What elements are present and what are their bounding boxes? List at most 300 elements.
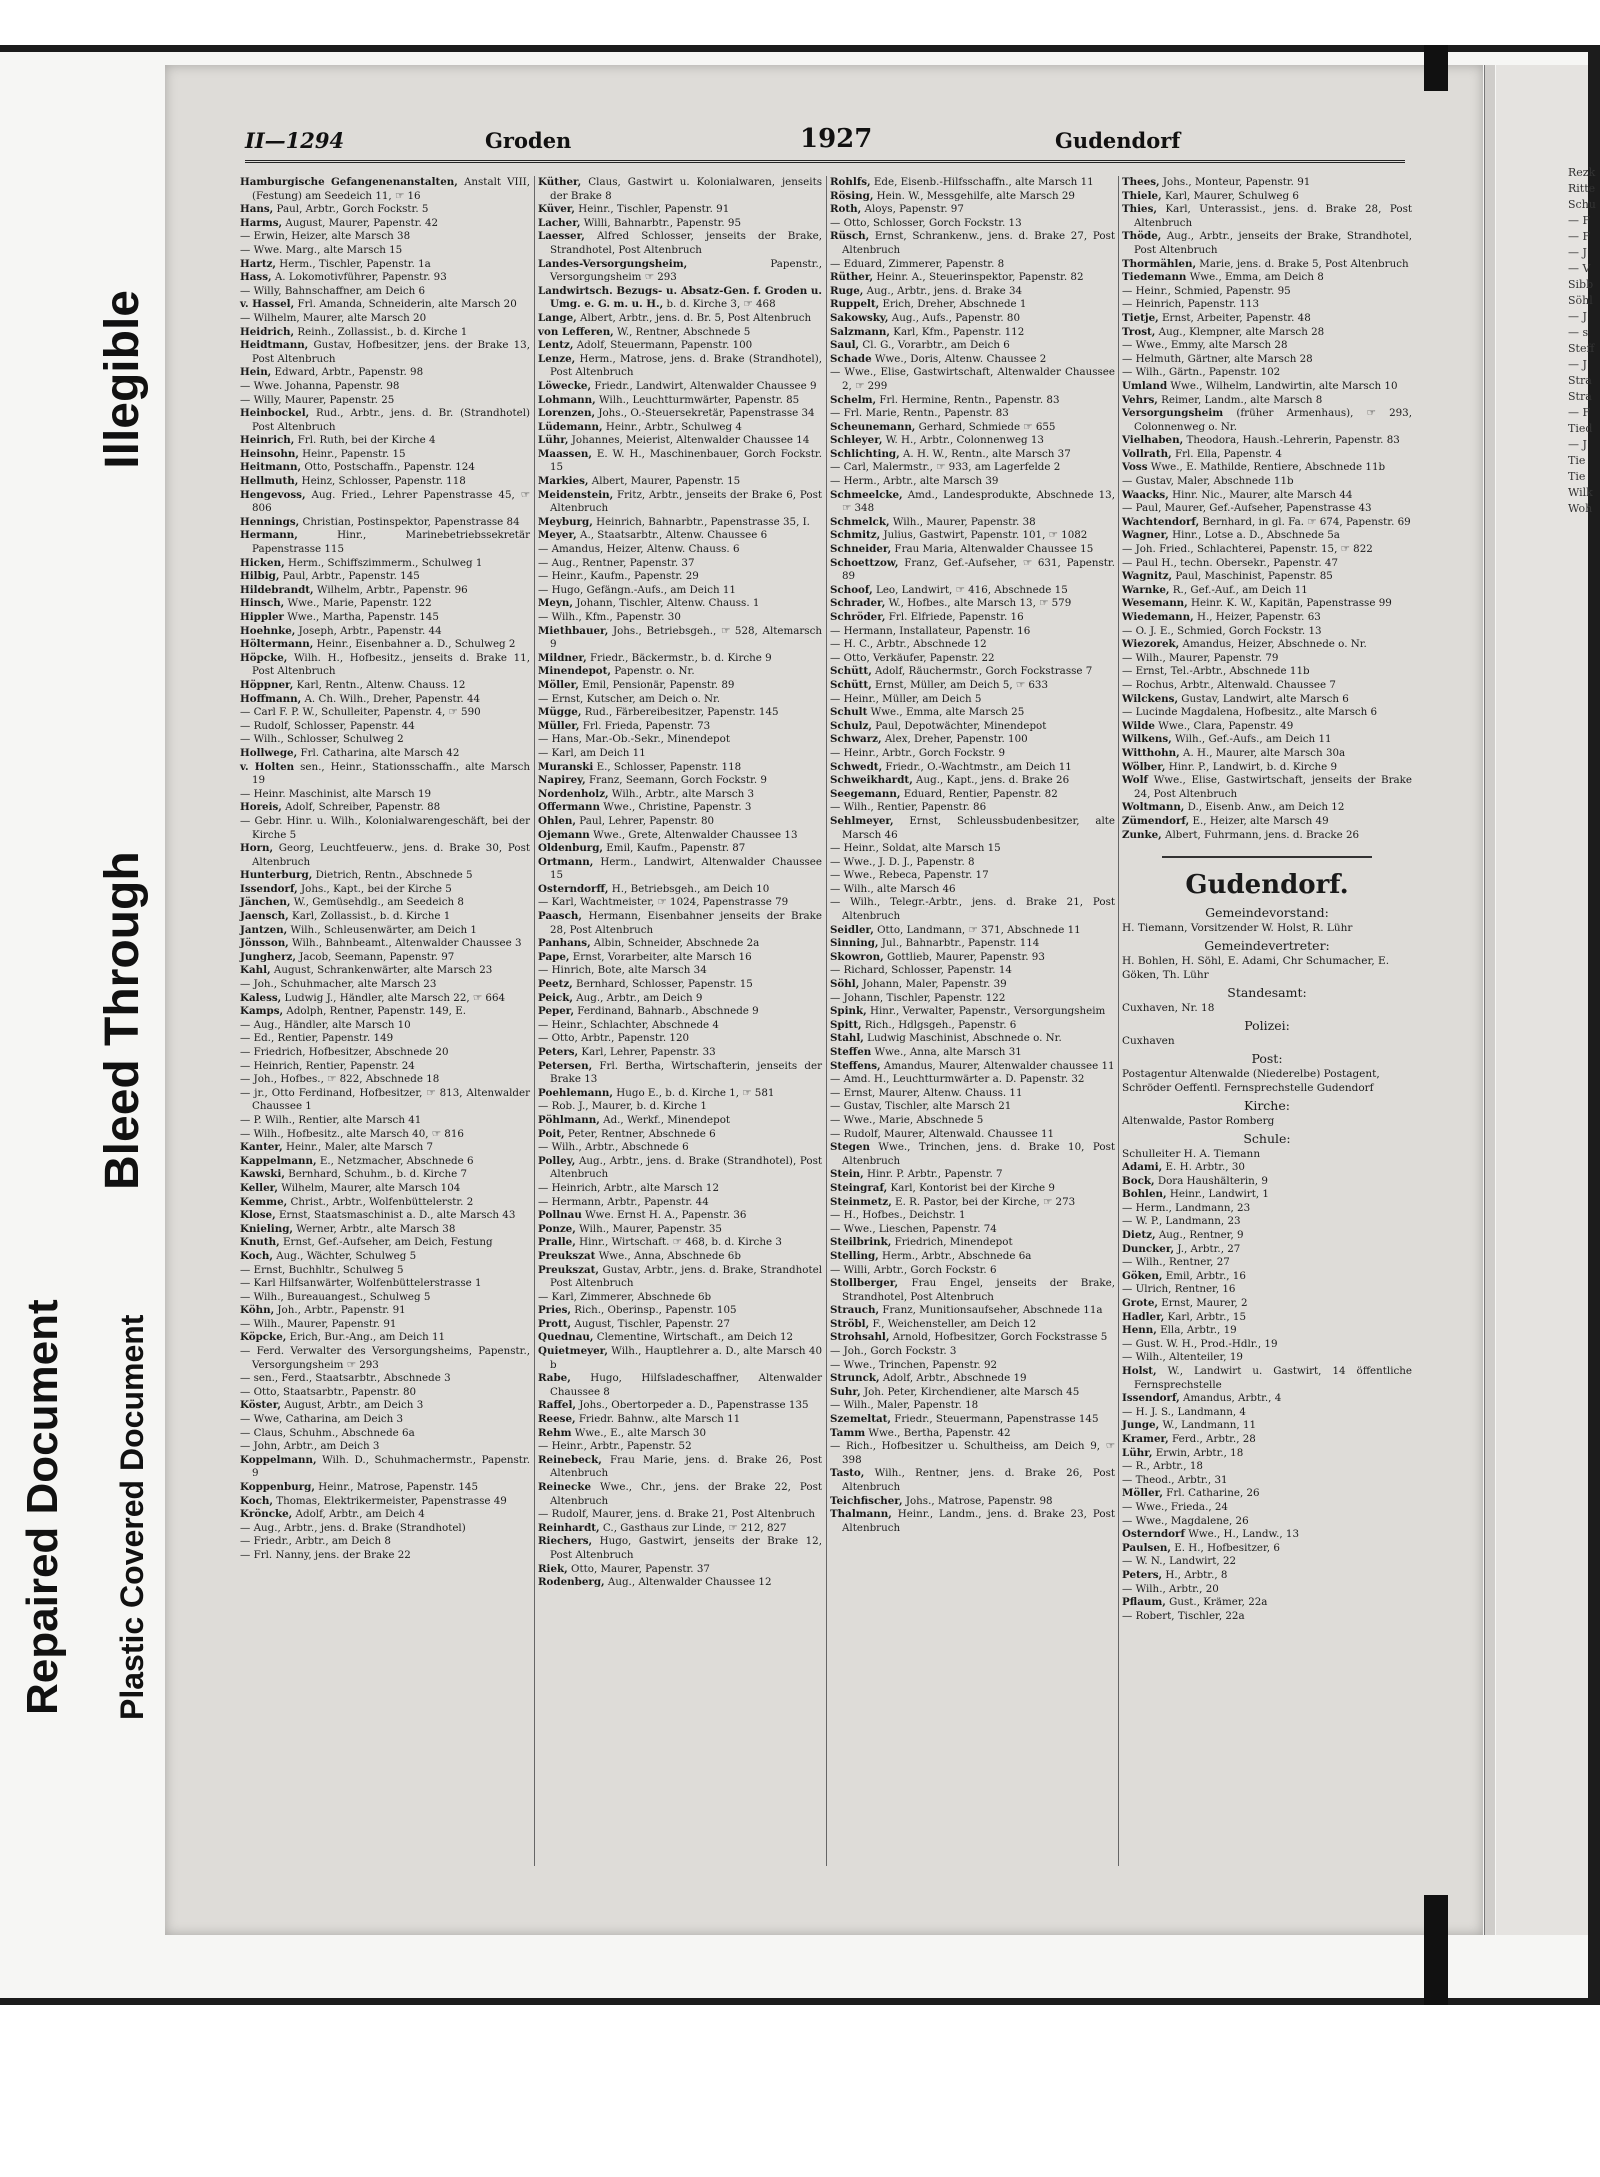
directory-entry	[538, 910, 822, 937]
entry-details: Heinr., Arbtr., Schulweg 4	[602, 420, 742, 433]
entry-details: R., Gef.-Auf., am Deich 11	[1169, 583, 1308, 596]
entry-name: Muranski	[538, 760, 594, 773]
directory-entry	[240, 1535, 530, 1549]
schule-heading: Schule:	[1243, 1131, 1291, 1147]
facing-page-fragment: Tied	[1568, 422, 1593, 435]
entry-details: Gust., Krämer, 22a	[1165, 1596, 1268, 1609]
entry-details: W., Hofbes., alte Marsch 13, ☞ 579	[885, 597, 1072, 610]
directory-entry	[240, 652, 530, 679]
entry-name: Horeis,	[240, 801, 282, 814]
directory-entry	[538, 489, 822, 516]
directory-entry	[830, 353, 1115, 367]
entry-details: A. Ch. Wilh., Dreher, Papenstr. 44	[301, 692, 481, 705]
entry-details: Emil, Arbtr., 16	[1162, 1269, 1246, 1282]
directory-entry	[538, 829, 822, 843]
entry-name: Tiedemann	[1122, 271, 1187, 284]
directory-entry	[538, 1318, 822, 1332]
facing-page-fragment: Woh	[1568, 502, 1593, 515]
directory-entry	[1122, 1338, 1412, 1352]
entry-name: Hadler,	[1122, 1310, 1165, 1323]
entry-details: — Wwe., Marie, Abschnede 5	[830, 1113, 984, 1126]
entry-name: Meyer,	[538, 529, 577, 542]
entry-details: Papenstr. o. Nr.	[611, 665, 695, 678]
entry-details: Eduard, Rentier, Papenstr. 82	[900, 787, 1058, 800]
gemeindevorstand-text: H. Tiemann, Vorsitzender W. Holst, R. Lühr	[1122, 922, 1353, 935]
directory-entry	[830, 190, 1115, 204]
directory-entry	[1122, 1297, 1412, 1311]
directory-entry	[538, 339, 822, 353]
directory-entry	[1122, 1215, 1412, 1229]
entry-name: Szemeltat,	[830, 1413, 891, 1426]
directory-entry	[538, 1481, 822, 1508]
directory-entry	[830, 1168, 1115, 1182]
entry-details: Julius, Gastwirt, Papenstr. 101, ☞ 1082	[880, 529, 1088, 542]
entry-name: Hein,	[240, 366, 272, 379]
directory-entry	[240, 1087, 530, 1114]
directory-entry	[240, 366, 530, 380]
entry-details: E. H., Hofbesitzer, 6	[1170, 1541, 1280, 1554]
entry-name: Ponze,	[538, 1222, 576, 1235]
entry-name: Hellmuth,	[240, 475, 299, 488]
entry-name: Rodenberg,	[538, 1576, 605, 1589]
entry-name: Warnke,	[1122, 583, 1170, 596]
directory-entry	[240, 1318, 530, 1332]
entry-name: Minendepot,	[538, 665, 611, 678]
entry-details: E., Netzmacher, Abschnede 6	[316, 1154, 474, 1167]
entry-details: Franz, Seemann, Gorch Fockstr. 9	[585, 774, 767, 787]
directory-entry	[240, 1236, 530, 1250]
entry-details: — P. Wilh., Rentier, alte Marsch 41	[240, 1113, 422, 1126]
entry-details: Johs., Matrose, Papenstr. 98	[902, 1494, 1053, 1507]
entry-name: Miethbauer,	[538, 624, 609, 637]
facing-page-fragment: Sibb	[1568, 278, 1594, 291]
entry-name: Pollnau	[538, 1209, 582, 1222]
directory-entry	[830, 1467, 1115, 1494]
entry-details: Friedrich, Minendepot	[891, 1236, 1013, 1249]
page-header	[245, 124, 1405, 163]
entry-details: Aug., Altenwalder Chaussee 12	[604, 1576, 772, 1589]
entry-details: Dora Haushälterin, 9	[1154, 1174, 1268, 1187]
entry-details: — Karl, Wachtmeister, ☞ 1024, Papenstrasse 79	[538, 896, 789, 909]
directory-entry	[240, 1250, 530, 1264]
entry-details: Clementine, Wirtschaft., am Deich 12	[593, 1331, 794, 1344]
entry-details: Amd., Landesprodukte, Abschnede 13, ☞ 348	[842, 488, 1115, 515]
directory-entry	[240, 679, 530, 693]
entry-details: Paul, Arbtr., Papenstr. 145	[279, 570, 420, 583]
directory-entry	[830, 856, 1115, 870]
entry-details: Ernst, Arbeiter, Papenstr. 48	[1158, 311, 1311, 324]
directory-entry	[538, 801, 822, 815]
entry-details: Jul., Bahnarbtr., Papenstr. 114	[878, 937, 1040, 950]
entry-name: Hoffmann,	[240, 692, 302, 705]
facing-page	[1496, 65, 1596, 1935]
entry-name: Paasch,	[538, 910, 582, 923]
entry-details: Ferd., Arbtr., 28	[1168, 1432, 1256, 1445]
entry-details: Franz, Munitionsaufseher, Abschnede 11a	[879, 1304, 1103, 1317]
entry-name: Thöde,	[1122, 230, 1162, 243]
entry-details: Hinr., Wirtschaft. ☞ 468, b. d. Kirche 3	[575, 1236, 782, 1249]
entry-details: — Gebr. Hinr. u. Wilh., Kolonialwarengeschäft, bei der Kirche 5	[240, 814, 530, 841]
directory-entry	[538, 815, 822, 829]
directory-entry	[1122, 394, 1412, 408]
directory-entry	[1122, 176, 1412, 190]
entry-details: — Joh., Hofbes., ☞ 822, Abschnede 18	[240, 1073, 440, 1086]
entry-name: Hunterburg,	[240, 869, 313, 882]
entry-details: Ernst, Schleussbudenbesitzer, alte Marsch 46	[842, 814, 1115, 841]
entry-details: — Theod., Arbtr., 31	[1122, 1473, 1228, 1486]
entry-name: Spink,	[830, 1005, 867, 1018]
entry-details: Erwin, Arbtr., 18	[1152, 1446, 1244, 1459]
entry-name: Jantzen,	[240, 923, 288, 936]
entry-details: — Richard, Schlosser, Papenstr. 14	[830, 964, 1012, 977]
entry-details: Ede, Eisenb.-Hilfsschaffn., alte Marsch 11	[870, 176, 1094, 188]
facing-page-fragment: Tie	[1568, 454, 1586, 467]
directory-entry	[538, 611, 822, 625]
entry-details: — Lucinde Magdalena, Hofbesitz., alte Marsch 6	[1122, 706, 1378, 719]
entry-name: Prott,	[538, 1317, 572, 1330]
entry-name: Schwarz,	[830, 733, 882, 746]
entry-name: Nordenholz,	[538, 787, 609, 800]
directory-entry	[830, 964, 1115, 978]
entry-details: — Paul H., techn. Obersekr., Papenstr. 47	[1122, 556, 1339, 569]
entry-details: Frl. Catharina, alte Marsch 42	[297, 746, 460, 759]
directory-entry	[240, 230, 530, 244]
directory-entry	[1122, 298, 1412, 312]
entry-name: Thies,	[1122, 203, 1157, 216]
directory-entry	[538, 1345, 822, 1372]
entry-details: Gerhard, Schmiede ☞ 655	[915, 420, 1056, 433]
entry-name: Pöhlmann,	[538, 1113, 600, 1126]
entry-name: Höppner,	[240, 678, 294, 691]
directory-entry	[538, 1209, 822, 1223]
entry-name: Rüsch,	[830, 230, 870, 243]
entry-details: Paul, Arbtr., Gorch Fockstr. 5	[273, 203, 429, 216]
directory-entry	[830, 597, 1115, 611]
directory-entry	[1122, 475, 1412, 489]
entry-details: Hermann, Eisenbahner jenseits der Brake 28, Post Altenbruch	[550, 910, 822, 936]
entry-name: Schelm,	[830, 393, 877, 406]
entry-name: Göken,	[1122, 1269, 1163, 1282]
entry-name: Lühr,	[538, 434, 569, 447]
entry-name: Stegen	[830, 1141, 870, 1154]
entry-name: Hans,	[240, 203, 274, 216]
directory-entry	[830, 1236, 1115, 1250]
entry-name: Koch,	[240, 1494, 273, 1507]
directory-entry	[538, 883, 822, 897]
directory-entry	[830, 747, 1115, 761]
directory-entry	[1122, 461, 1412, 475]
directory-entry	[538, 1182, 822, 1196]
directory-entry	[240, 475, 530, 489]
directory-entry	[538, 774, 822, 788]
entry-details: — Wwe., Trinchen, Papenstr. 92	[830, 1358, 998, 1371]
entry-details: Karl, Kontorist bei der Kirche 9	[887, 1181, 1055, 1194]
directory-entry	[1122, 529, 1412, 543]
entry-details: — Joh. Fried., Schlachterei, Papenstr. 15, ☞ 822	[1122, 543, 1373, 556]
entry-name: Schneider,	[830, 543, 892, 556]
entry-details: — Wilh., Schlosser, Schulweg 2	[240, 733, 404, 746]
entry-details: Wwe., Christine, Papenstr. 3	[599, 801, 752, 814]
entry-details: — Wwe., Magdalene, 26	[1122, 1514, 1249, 1527]
facing-page-fragment: Schu	[1568, 198, 1596, 211]
directory-entry	[1122, 611, 1412, 625]
entry-details: Friedr., O.-Wachtmstr., am Deich 11	[882, 760, 1072, 773]
entry-name: Vehrs,	[1122, 393, 1158, 406]
entry-details: Ernst, Vorarbeiter, alte Marsch 16	[569, 950, 752, 963]
entry-details: Karl, Lehrer, Papenstr. 33	[578, 1046, 716, 1058]
entry-details: — Johann, Tischler, Papenstr. 122	[830, 991, 1006, 1004]
entry-name: Jaensch,	[240, 910, 289, 923]
entry-name: Umland	[1122, 379, 1168, 392]
entry-name: Hilbig,	[240, 570, 280, 583]
directory-entry	[1122, 1596, 1412, 1610]
directory-entry	[1122, 829, 1412, 843]
entry-name: Hengevoss,	[240, 488, 306, 501]
entry-details: Gustav, Hofbesitzer, jens. der Brake 13, Post Altenbruch	[252, 339, 530, 365]
directory-entry	[1122, 1447, 1412, 1461]
entry-details: Aug., Rentner, 9	[1155, 1229, 1244, 1242]
entry-details: Wilhelm, Maurer, alte Marsch 104	[277, 1181, 461, 1194]
entry-details: — Robert, Tischler, 22a	[1122, 1609, 1245, 1622]
entry-details: Hinr., Verwalter, Papenstr., Versorgungsheim	[866, 1005, 1106, 1018]
directory-entry	[1122, 271, 1412, 285]
entry-details: Alex, Dreher, Papenstr. 100	[881, 733, 1028, 746]
entry-details: — W. P., Landmann, 23	[1122, 1215, 1241, 1228]
entry-name: Meidenstein,	[538, 488, 614, 501]
directory-entry	[830, 516, 1115, 530]
directory-entry	[240, 448, 530, 462]
directory-entry	[240, 896, 530, 910]
entry-name: v. Hassel,	[240, 298, 295, 311]
directory-entry	[1122, 434, 1412, 448]
entry-details: Rich., Hdlgsgeh., Papenstr. 6	[861, 1018, 1017, 1031]
entry-details: Aug., Arbtr., jenseits der Brake, Strandhotel, Post Altenbruch	[1134, 230, 1412, 256]
entry-name: Wagner,	[1122, 529, 1169, 542]
entry-details: Wilh., Maurer, Papenstr. 38	[889, 515, 1036, 528]
directory-entry	[1122, 665, 1412, 679]
directory-entry	[240, 842, 530, 869]
directory-entry	[240, 992, 530, 1006]
directory-column-1	[240, 176, 530, 1866]
entry-name: Tietje,	[1122, 311, 1159, 324]
entry-name: Strunck,	[830, 1372, 880, 1385]
entry-name: Hippler	[240, 611, 284, 623]
directory-entries-groden-end	[1122, 176, 1412, 842]
directory-entry	[240, 258, 530, 272]
entry-name: Preukszat,	[538, 1263, 599, 1276]
entry-name: Küver,	[538, 203, 576, 216]
entry-name: Köhn,	[240, 1304, 275, 1317]
directory-entry	[240, 326, 530, 340]
facing-page-fragment: — F	[1568, 406, 1591, 419]
entry-details: — Rich., Hofbesitzer u. Schultheiss, am Deich 9, ☞ 398	[830, 1440, 1115, 1466]
entry-name: Hermann,	[240, 529, 298, 542]
entry-details: Wwe., Elise, Gastwirtschaft, jenseits der Brake 24, Post Altenbruch	[1134, 774, 1412, 800]
entry-details: Frl. Frieda, Papenstr. 73	[579, 719, 711, 732]
entry-details: Aug. Fried., Lehrer Papenstrasse 45, ☞ 806	[252, 488, 530, 515]
directory-entry	[240, 461, 530, 475]
entry-name: Osterndorf	[1122, 1528, 1185, 1541]
directory-entry	[830, 1440, 1115, 1467]
entry-details: Ernst, Gef.-Aufseher, am Deich, Festung	[279, 1236, 493, 1249]
directory-entry	[538, 1576, 822, 1590]
directory-entry	[830, 584, 1115, 598]
entry-name: Zunke,	[1122, 828, 1162, 841]
entry-details: — Wilh., Maurer, Papenstr. 79	[1122, 651, 1279, 664]
entry-details: Otto, Maurer, Papenstr. 37	[567, 1562, 710, 1575]
directory-entry	[1122, 1351, 1412, 1365]
entry-details: — Wilh., Kfm., Papenstr. 30	[538, 611, 681, 623]
directory-entry	[830, 271, 1115, 285]
entry-name: Strauch,	[830, 1304, 880, 1317]
entry-details: A., Staatsarbtr., Altenw. Chaussee 6	[576, 529, 768, 542]
entry-details: Papenstr., Versorgungsheim ☞ 293	[550, 257, 822, 284]
entry-name: Schröder,	[830, 611, 886, 623]
entry-details: — Frl. Marie, Rentn., Papenstr. 83	[830, 407, 1009, 420]
directory-entry	[538, 353, 822, 380]
directory-entry	[830, 394, 1115, 408]
entry-name: Jänchen,	[240, 896, 291, 909]
entry-details: — Otto, Verkäufer, Papenstr. 22	[830, 651, 995, 664]
entry-details: — Wilh., Arbtr., 20	[1122, 1582, 1219, 1595]
gemeindevertreter-heading: Gemeindevertreter:	[1204, 938, 1330, 954]
entry-details: Peter, Rentner, Abschnede 6	[564, 1127, 716, 1140]
entry-details: — R., Arbtr., 18	[1122, 1460, 1203, 1473]
entry-details: Aug., Arbtr., jens. d. Brake (Strandhotel), Post Altenbruch	[550, 1154, 822, 1181]
directory-entry	[538, 1141, 822, 1155]
entry-name: Steinmetz,	[830, 1195, 892, 1208]
directory-entry	[1122, 1243, 1412, 1257]
directory-entry	[830, 720, 1115, 734]
directory-entry	[1122, 203, 1412, 230]
directory-entry	[1122, 1501, 1412, 1515]
directory-entry	[538, 1508, 822, 1522]
directory-entry	[830, 611, 1115, 625]
entry-name: Bohlen,	[1122, 1188, 1167, 1201]
directory-entry	[538, 557, 822, 571]
entry-details: Karl, Arbtr., 15	[1164, 1310, 1246, 1323]
entry-name: Stein,	[830, 1168, 864, 1181]
directory-entry	[240, 761, 530, 788]
directory-entry	[830, 706, 1115, 720]
entry-name: Schmelck,	[830, 515, 890, 528]
column-rule	[826, 176, 827, 1866]
entry-details: — Heinr., Soldat, alte Marsch 15	[830, 842, 1001, 855]
entry-name: Wesemann,	[1122, 597, 1188, 610]
directory-entry	[240, 217, 530, 231]
entry-name: Teichfischer,	[830, 1494, 903, 1507]
section-title-gudendorf: Gudendorf.	[1185, 870, 1349, 901]
directory-entry	[830, 1005, 1115, 1019]
entry-details: Karl, Zollassist., b. d. Kirche 1	[288, 910, 451, 923]
directory-entry	[240, 1440, 530, 1454]
entry-details: Wilh., Gef.-Aufs., am Deich 11	[1171, 733, 1332, 746]
entry-details: — Gust. W. H., Prod.-Hdlr., 19	[1122, 1337, 1278, 1350]
entry-name: Stollberger,	[830, 1277, 899, 1290]
entry-name: Issendorf,	[1122, 1392, 1180, 1405]
gemeindevertreter-text: H. Bohlen, H. Söhl, E. Adami, Chr Schumacher, E. Göken, Th. Lühr	[1122, 955, 1390, 982]
entry-name: Versorgungsheim	[1122, 407, 1224, 420]
entry-name: Offermann	[538, 801, 600, 814]
page-number: II—1294	[245, 128, 345, 153]
directory-entry	[830, 366, 1115, 393]
entry-details: Wwe. Ernst H. A., Papenstr. 36	[581, 1209, 747, 1222]
entry-details: Willi, Bahnarbtr., Papenstr. 95	[580, 216, 742, 229]
entry-name: Knuth,	[240, 1236, 280, 1249]
entry-details: Ernst, Schrankenw., jens. d. Brake 27, Post Altenbruch	[842, 230, 1115, 256]
entry-name: Jungherz,	[240, 950, 296, 963]
entry-details: Wwe., H., Landw., 13	[1184, 1528, 1300, 1541]
entry-details: Amandus, Maurer, Altenwalder chaussee 11	[880, 1059, 1115, 1072]
entry-details: August, Tischler, Papenstr. 27	[571, 1317, 731, 1330]
entry-name: Mildner,	[538, 651, 587, 664]
entry-details: Albert, Arbtr., jens. d. Br. 5, Post Altenbruch	[576, 311, 812, 324]
entry-details: J., Arbtr., 27	[1174, 1242, 1241, 1255]
entry-details: Erich, Bur.-Ang., am Deich 11	[286, 1331, 446, 1344]
entry-details: — H. C., Arbtr., Abschnede 12	[830, 638, 987, 651]
bleed-through-label: Bleed Through	[96, 851, 149, 1190]
directory-entry	[830, 1209, 1115, 1223]
directory-entry	[240, 733, 530, 747]
directory-entry	[240, 557, 530, 571]
facing-page-fragment: — J	[1568, 310, 1587, 323]
entry-details: Hinr. P., Landwirt, b. d. Kirche 9	[1165, 760, 1338, 773]
directory-entry	[1122, 1202, 1412, 1216]
entry-details: — Karl, Zimmerer, Abschnede 6b	[538, 1290, 712, 1303]
directory-entry	[240, 869, 530, 883]
entry-name: Steffen	[830, 1046, 872, 1058]
entry-details: Amandus, Arbtr., 4	[1179, 1392, 1282, 1405]
entry-name: Peters,	[538, 1046, 579, 1058]
directory-entry	[830, 693, 1115, 707]
directory-entry	[240, 407, 530, 434]
entry-name: Knieling,	[240, 1222, 293, 1235]
entry-name: Pflaum,	[1122, 1596, 1166, 1609]
header-right-town: Gudendorf	[1055, 128, 1181, 153]
directory-entry	[240, 1114, 530, 1128]
entry-name: Wolf	[1122, 774, 1148, 787]
entry-details: Frl. Bertha, Wirtschafterin, jenseits der Brake 13	[550, 1059, 822, 1086]
entry-details: Rud., Arbtr., jens. d. Br. (Strandhotel) Post Altenbruch	[252, 407, 530, 433]
entry-name: Schoettzow,	[830, 556, 899, 569]
directory-entry	[830, 230, 1115, 257]
entry-name: Holst,	[1122, 1365, 1157, 1377]
entry-name: Ojemann	[538, 828, 590, 841]
entry-details: — Heinr., Kaufm., Papenstr. 29	[538, 570, 699, 583]
directory-entry	[830, 339, 1115, 353]
entry-details: Joseph, Arbtr., Papenstr. 44	[295, 624, 442, 637]
entry-details: W., Rentner, Abschnede 5	[613, 325, 751, 338]
entry-details: — Rochus, Arbtr., Altenwald. Chaussee 7	[1122, 678, 1336, 691]
entry-name: Jönsson,	[240, 937, 289, 950]
directory-entry	[1122, 1542, 1412, 1556]
entry-name: Möller,	[1122, 1487, 1163, 1500]
entry-details: Karl, Maurer, Schulweg 6	[1161, 189, 1299, 202]
entry-details: Christ., Arbtr., Wolfenbüttelerstr. 2	[287, 1195, 474, 1208]
entry-details: — Ernst, Tel.-Arbtr., Abschnede 11b	[1122, 665, 1310, 678]
directory-entry	[830, 285, 1115, 299]
directory-entry	[1122, 733, 1412, 747]
entry-details: Heinr., Tischler, Papenstr. 91	[575, 203, 730, 216]
entry-details: Adolf, Arbtr., am Deich 4	[292, 1508, 425, 1521]
directory-entry	[240, 1413, 530, 1427]
entry-details: Wwe., Emma, alte Marsch 25	[867, 706, 1025, 719]
entry-details: Amandus, Heizer, Abschnede o. Nr.	[1179, 638, 1367, 651]
entry-details: Joh., Arbtr., Papenstr. 91	[274, 1304, 406, 1317]
entry-name: Seidler,	[830, 923, 874, 936]
entry-details: A. H., Maurer, alte Marsch 30a	[1179, 746, 1346, 759]
entry-name: Rohlfs,	[830, 176, 871, 188]
